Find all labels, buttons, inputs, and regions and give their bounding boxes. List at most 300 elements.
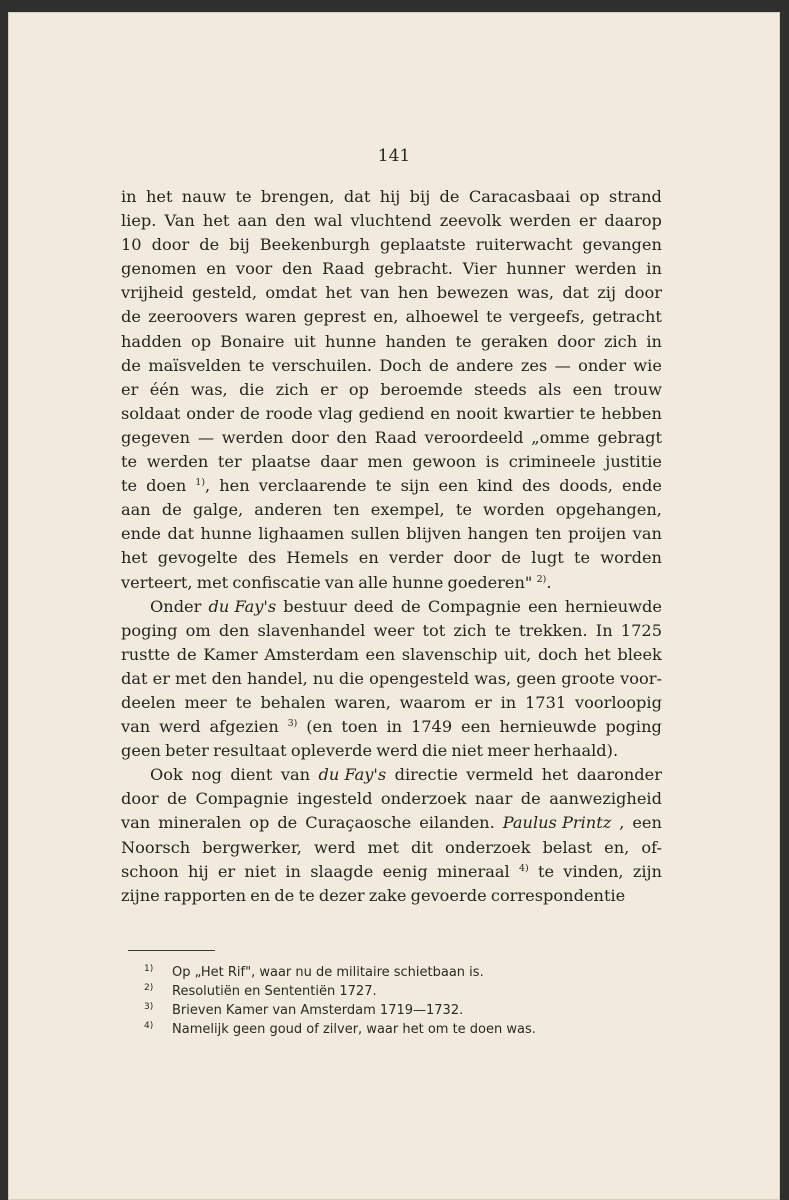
word: één [149,379,180,399]
word: door [121,789,159,809]
word: hunne [325,331,377,351]
word: te [248,355,265,375]
word: te [537,861,555,881]
word: de [400,596,421,616]
text-line [121,281,662,305]
footnote [144,982,664,1001]
word: met [196,572,229,592]
word: een [461,717,491,737]
word: hij [379,187,401,206]
word: er [217,861,236,881]
text-line [121,498,662,522]
word: Vier [462,259,497,279]
word: tot [422,620,446,640]
word: uit, [504,644,532,664]
word: crimineele [508,452,596,472]
word: waren [245,307,297,327]
word: proijen [568,524,627,544]
word: is [485,452,500,472]
word: hernieuwde [499,717,597,737]
word: Compagnie [195,789,289,809]
word: dat [121,668,148,688]
word: op [191,331,212,351]
word: waarom [399,692,466,712]
word: zeevolk [439,211,502,231]
word: geplaatste [379,235,466,255]
word: alle [358,572,388,592]
footnote-text: Resolutiën en Sententiën 1727. [172,984,377,999]
word: ten [535,524,562,544]
word: dient [230,765,273,785]
word: opgehangen, [555,500,662,520]
word: het [541,765,569,785]
word: naar [474,789,513,809]
word: uit [293,331,316,351]
word: schoon [121,861,179,881]
word: te [494,620,511,640]
word: hij [187,861,209,881]
word: vluchtend [350,211,432,231]
word: bewezen [436,283,509,303]
word: en [358,548,379,568]
word: met [367,837,399,857]
word: onder [578,355,626,375]
word: werd [313,837,356,857]
word: meer [184,692,227,712]
word: den [275,211,306,231]
italic-term: du Fay's [208,596,277,616]
word: rustte [121,644,171,664]
word: eilanden. [419,813,495,833]
word: plaatse [251,452,311,472]
word: de [121,355,141,375]
word: zich [275,379,309,399]
word: verclaarende [258,476,367,496]
footnotes [144,963,664,1039]
word: de [274,885,295,905]
word: „omme [531,427,590,447]
word: rapporten [163,885,247,905]
word: maïsvelden [148,355,242,375]
word: zes [520,355,548,375]
word: niet [451,741,484,761]
word: deed [353,596,394,616]
word: getracht [592,307,662,327]
word: te [235,692,252,712]
word: den [218,620,250,640]
word: bij [409,187,431,206]
word: alhoewel [405,307,479,327]
footnote-mark: 3) [144,1002,154,1012]
word: in [386,717,403,737]
word: resultaat [213,741,287,761]
word: onderzoek [445,837,531,857]
text-line [121,884,662,908]
word: zich [603,331,638,351]
word: waren, [334,692,391,712]
word: correspondentie [490,885,626,905]
footnote-text: Brieven Kamer van Amsterdam 1719—1732. [172,1003,464,1018]
word: er [320,379,338,399]
word: — [554,355,571,375]
page-number: 141 [377,146,411,166]
text-line [121,546,662,570]
word: vermeld [466,765,534,785]
word: in [646,331,662,351]
word: poging [605,717,662,737]
word: een [528,596,558,616]
text-line [121,667,662,691]
word: gesteld, [192,283,258,303]
word: roode [265,403,313,423]
word: Hemels [286,548,349,568]
word: Curaçaosche [305,813,412,833]
word: Caracasbaai [468,187,571,206]
word: door [557,331,595,351]
word: van [632,524,662,544]
word: sullen [350,524,400,544]
word: die [422,741,448,761]
word: door [291,427,329,447]
word: toen [341,717,378,737]
word: mineraal [436,861,510,881]
text-line [121,811,662,835]
word: hen [219,476,250,496]
word: in [121,187,137,206]
text-line [121,330,662,354]
word: 1749 [410,717,453,737]
text-line [121,233,662,257]
word: de [167,789,187,809]
footnote-mark: 1) [144,964,154,974]
word: verteert, [121,572,193,592]
word: door [624,283,662,303]
word: en, [373,307,399,327]
word: de [121,307,141,327]
footnote-mark: 2) [144,983,154,993]
word: groote [561,668,615,688]
word: veroordeeld [424,427,524,447]
word: de [239,403,260,423]
word: gebragt [597,427,662,447]
word: $^{1)}$, [195,476,211,496]
word: Beekenburgh [259,235,370,255]
word: als [538,379,562,399]
word: te [298,885,315,905]
word: Compagnie [427,596,521,616]
text-line [121,691,662,715]
word: werden [509,211,571,231]
word: 1725 [620,620,662,640]
word: te [121,476,138,496]
word: vinden, [563,861,624,881]
text-line [121,450,662,474]
word: te [573,548,591,568]
word: worden [483,500,545,520]
word: gevangen [582,235,662,255]
word: en [250,885,271,905]
word: van [360,283,390,303]
footnote-text: Op „Het Rif", waar nu de militaire schietbaan is. [172,965,484,980]
word: wie [633,355,662,375]
word: gevogelte [157,548,238,568]
word: hangen [467,524,529,544]
word: het [145,187,173,206]
word: sijn [400,476,430,496]
text-line [121,402,662,426]
word: soldaat [121,403,181,423]
word: Amsterdam [264,644,359,664]
word: nu [312,668,334,688]
word: voor [235,259,273,279]
word: blijven [406,524,462,544]
word: gebracht. [374,259,453,279]
word: een [365,644,396,664]
word: doch [537,644,578,664]
text-line [121,257,662,281]
word: hernieuwde [564,596,662,616]
word: deelen [121,692,176,712]
word: dezer [318,885,365,905]
word: eenig [382,861,428,881]
word: een [572,379,603,399]
word: onder [186,403,235,423]
footnote-mark: 4) [144,1021,154,1031]
word: het [325,283,352,303]
word: of- [641,837,662,857]
word: aan [237,211,268,231]
text-line [121,715,662,739]
word: des [247,548,277,568]
word: In [595,620,613,640]
word: andere [456,355,514,375]
word: verschuilen. [271,355,372,375]
word: te [455,331,472,351]
book-page [8,12,780,1200]
word: dit [410,837,434,857]
text-line [121,619,662,643]
word: hunner [506,259,566,279]
text-line [121,378,662,402]
word: werd [376,741,418,761]
italic-term: du Fay's [318,765,387,785]
word: te [486,307,503,327]
word: hadden [121,331,182,351]
word: te [579,403,596,423]
word: hunne [392,572,444,592]
text-line [121,474,662,498]
word: aan [121,500,151,520]
word: Ook [150,765,183,785]
word: wal [313,211,343,231]
word: vrijheid [121,283,184,303]
word: de [176,644,197,664]
text-line [121,739,662,763]
word: die [338,668,364,688]
word: vlag [318,403,353,423]
word: er [121,379,139,399]
word: lighaamen [258,524,345,544]
word: zake [368,885,407,905]
word: ende [121,524,161,544]
word: opengesteld [369,668,470,688]
word: 10 [121,235,142,255]
word: de [520,789,541,809]
word: bestuur [283,596,347,616]
word: kind [477,476,513,496]
body-text [121,185,662,908]
word: meer [487,741,530,761]
word: zij [597,283,616,303]
word: te [121,452,138,472]
text-line [121,522,662,546]
word: werden [146,452,209,472]
text-line [121,426,662,450]
text-line [121,763,662,787]
word: van [280,765,311,785]
word: onderzoek [380,789,467,809]
word: geen [121,741,161,761]
word: niet [244,861,277,881]
word: Raad [322,259,365,279]
text-line [121,305,662,329]
word: en, [604,837,630,857]
word: justitie [605,452,662,472]
word: Raad [374,427,417,447]
word: goederen" [447,572,533,592]
word: worden [600,548,662,568]
word: bergwerker, [202,837,302,857]
word: daaronder [576,765,662,785]
word: was, [474,668,512,688]
word: vergeefs, [509,307,585,327]
word: ter [217,452,242,472]
word: den [211,668,242,688]
text-line [121,354,662,378]
text-line [121,860,662,884]
word: de [199,235,220,255]
word: hen [397,283,429,303]
word: 3) [287,718,298,730]
word: dat [343,187,371,206]
word: daar [320,452,358,472]
word: directie [394,765,458,785]
text-line [121,571,662,595]
word: ten [333,500,360,520]
word: steeds [474,379,527,399]
word: de [161,500,182,520]
word: bij [229,235,250,255]
word: op [249,813,270,833]
word: zijn [632,861,662,881]
word: doen [146,476,187,496]
word: een [438,476,469,496]
word: geraken [480,331,548,351]
word: slaagde [310,861,374,881]
word: opleverde [290,741,373,761]
word: op [348,379,369,399]
word: te [235,187,252,206]
word: exempel, [370,500,445,520]
word: 1731 [524,692,567,712]
word: van [121,813,151,833]
footnote-text: Namelijk geen goud of zilver, waar het om te doen was. [172,1022,536,1037]
word: weer [373,620,415,640]
word: dat [562,283,589,303]
word: daarop [604,211,662,231]
text-line [121,643,662,667]
word: handen [385,331,447,351]
word: werden [221,427,284,447]
word: die [239,379,265,399]
word: voorloopig [574,692,662,712]
word: werd [159,717,201,737]
word: in [646,259,662,279]
word: lugt [531,548,564,568]
word: beter [165,741,209,761]
word: Kamer [203,644,258,664]
word: te [375,476,392,496]
word: een [632,813,662,833]
word: Van [164,211,195,231]
word: was, [517,283,554,303]
word: omdat [265,283,318,303]
word: den [282,259,313,279]
word: Bonaire [220,331,285,351]
word: door [151,235,190,255]
word: zijne [121,885,160,905]
word: — [197,427,215,447]
word: kwartier [503,403,574,423]
word: herhaald). [533,741,619,761]
text-line [121,595,662,619]
word: met [175,668,207,688]
footnote [144,963,664,982]
italic-term: Paulus Printz [502,813,612,833]
word: er [152,668,170,688]
word: door [453,548,491,568]
word: om [185,620,211,640]
text-line [121,787,662,811]
word: nooit [456,403,498,423]
word: was, [190,379,228,399]
word: beroemde [380,379,463,399]
word: trouw [613,379,662,399]
word: te [455,500,472,520]
word: Noorsch [121,837,191,857]
word: voor- [620,668,662,688]
word: verder [388,548,444,568]
word: bleek [617,644,662,664]
word: brengen, [260,187,335,206]
word: des [521,476,551,496]
word: gevoerde [410,885,487,905]
word: galge, [192,500,244,520]
text-line [121,185,662,209]
word: ruiterwacht [475,235,573,255]
word: van [324,572,355,592]
word: de [501,548,522,568]
word: en [206,259,227,279]
word: afgezien [209,717,279,737]
footnote [144,1020,664,1039]
word: het [202,211,230,231]
word: den [336,427,367,447]
word: zeeroovers [148,307,238,327]
word: doods, [559,476,613,496]
word: men [367,452,403,472]
word: mineralen [158,813,242,833]
